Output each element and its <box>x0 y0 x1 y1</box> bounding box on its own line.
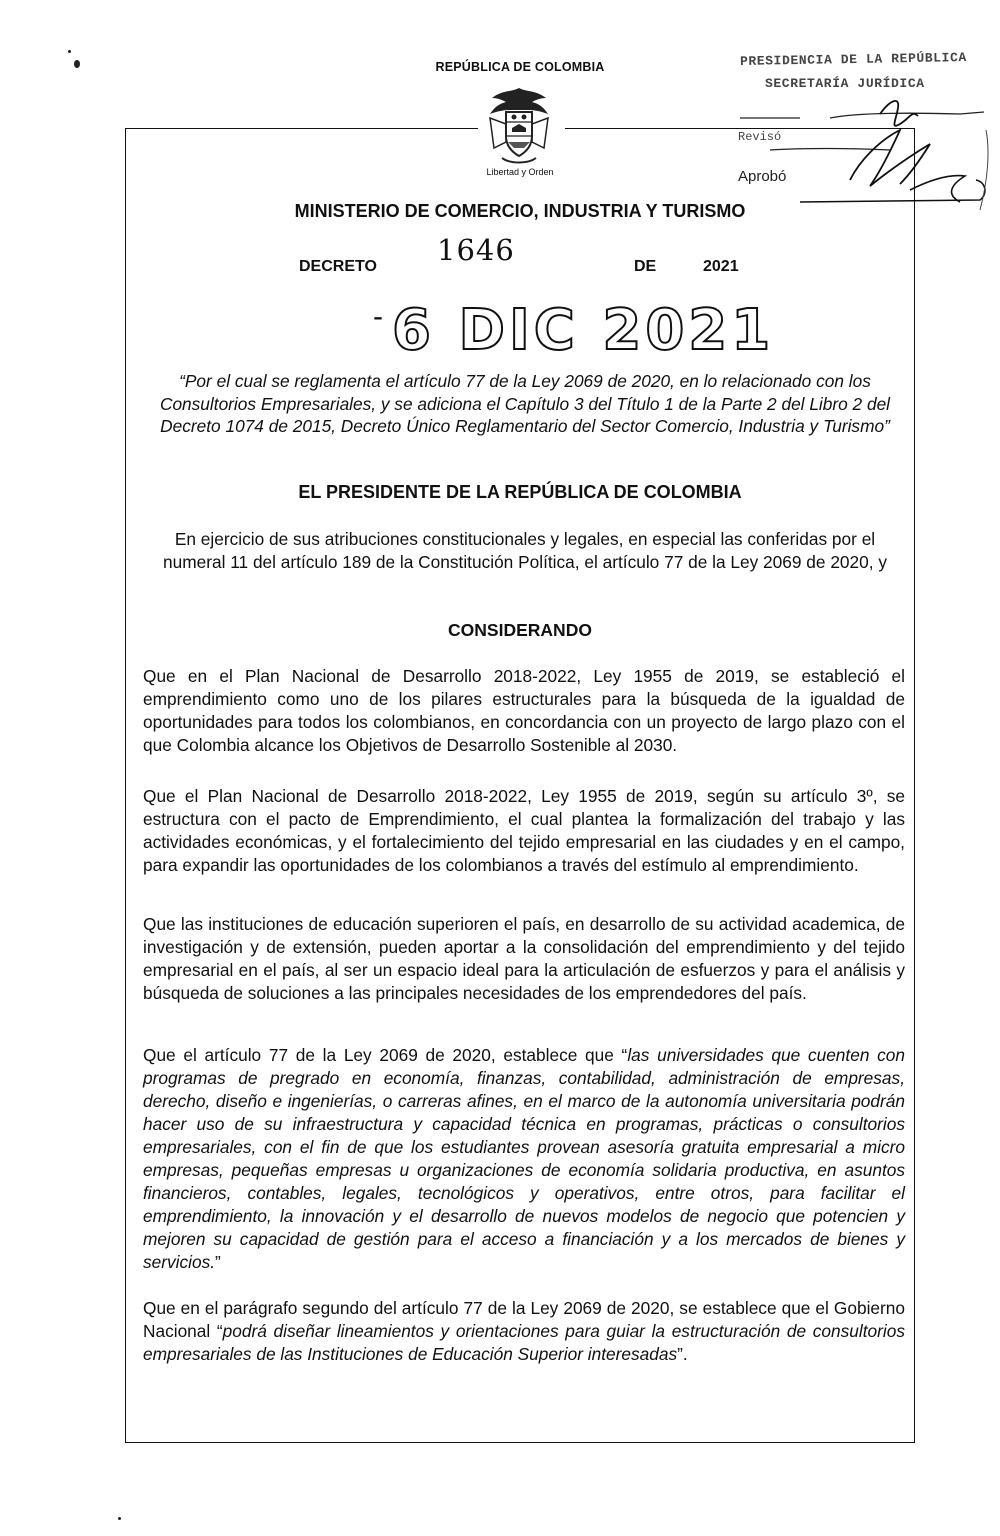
scan-speck <box>68 50 71 53</box>
paragraph-5-intro: Que en el parágrafo segundo del artículo 77 de la Ley 2069 de 2020, se establece que el Gobierno Nacional “ <box>143 1298 905 1341</box>
decree-number: 1646 <box>437 233 515 267</box>
considerando-heading: CONSIDERANDO <box>448 620 592 640</box>
considerando-paragraph-4 <box>143 1044 905 1274</box>
paragraph-4-intro: Que el artículo 77 de la Ley 2069 de 2020, establece que “ <box>143 1045 628 1065</box>
paragraph-5-close: ”. <box>677 1344 688 1364</box>
decree-year: 2021 <box>703 258 739 275</box>
handwritten-signature-icon <box>740 90 990 220</box>
considerando-paragraph-5 <box>143 1297 905 1366</box>
president-heading: EL PRESIDENTE DE LA REPÚBLICA DE COLOMBIA <box>298 482 742 502</box>
decree-label: DECRETO <box>299 258 377 275</box>
considerando-paragraph-1: Que en el Plan Nacional de Desarrollo 2018-2022, Ley 1955 de 2019, se estableció el emprendimiento como uno de los pilares estructurales para la búsqueda de la igualdad de oportunidades para todos los colombianos, en concordancia con un proyecto de largo plazo con el que Colombia alcance los Objetivos de Desarrollo Sostenible al 2030. <box>143 666 905 755</box>
paragraph-4-quote: las universidades que cuenten con programas de pregrado en economía, finanzas, contabilidad, administración de empresas, derecho, diseño e ingenierías, o carreras afines, en el marco de la autonomía universitaria podrán hacer uso de su infraestructura y capacidad técnica en programas, prácticas o consultorios empresariales, con el fin de que los estudiantes provean asesoría gratuita empresarial a micro empresas, pequeñas empresas u organizaciones de economía solidaria productiva, en asuntos financieros, contables, legales, tecnológicos y operativos, entre otros, para facilitar el emprendimiento, la innovación y el desarrollo de nuevos modelos de negocio que potencien y mejoren su capacidad de gestión para el acceso a financiación y a los mercados de bienes y servicios. <box>143 1045 905 1272</box>
scan-speck <box>74 60 80 68</box>
approval-stamp-line3: Revisó <box>738 130 782 144</box>
approval-stamp-line4: Aprobó <box>738 168 787 185</box>
date-stamp: 6 DIC 2021 <box>392 298 775 363</box>
de-label: DE <box>634 258 657 275</box>
republica-heading: REPÚBLICA DE COLOMBIA <box>435 60 605 74</box>
approval-stamp-line2: SECRETARÍA JURÍDICA <box>765 76 925 91</box>
decree-subject: “Por el cual se reglamenta el artículo 77 de la Ley 2069 de 2020, en lo relacionado con los Consultorios Empresariales, y se adiciona el Capítulo 3 del Título 1 de la Parte 2 del Libro 2 del Decreto 1074 de 2015, Decreto Único Reglamentario del Sector Comercio, Industria y Turismo” <box>159 371 891 436</box>
motto-label: Libertad y Orden <box>486 167 554 177</box>
paragraph-5-quote: podrá diseñar lineamientos y orientaciones para guiar la estructuración de consultorios empresariales de las Instituciones de Educación Superior interesadas <box>143 1321 905 1364</box>
considerando-paragraph-3: Que las instituciones de educación superioren el país, en desarrollo de su actividad academica, de investigación y de extensión, pueden aportar a la consolidación del emprendimiento y del tejido empresarial en el país, al ser un espacio ideal para la articulación de esfuerzos y para el análisis y búsqueda de soluciones a las principales necesidades de los emprendedores del país. <box>143 914 905 1003</box>
scan-speck <box>118 1517 121 1520</box>
paragraph-4-close: ” <box>215 1252 221 1272</box>
considerando-paragraph-2: Que el Plan Nacional de Desarrollo 2018-2022, Ley 1955 de 2019, según su artículo 3º, se estructura con el pacto de Emprendimiento, el cual plantea la formalización del trabajo y las actividades económicas, y el fortalecimiento del tejido empresarial en las ciudades y en el campo, para expandir las oportunidades de los colombianos a través del estímulo al emprendimiento. <box>143 786 905 875</box>
ministry-heading: MINISTERIO DE COMERCIO, INDUSTRIA Y TURISMO <box>294 201 746 221</box>
approval-stamp-line1: PRESIDENCIA DE LA REPÚBLICA <box>739 50 967 69</box>
date-stamp-dash: - <box>373 300 383 333</box>
powers-paragraph: En ejercicio de sus atribuciones constitucionales y legales, en especial las conferidas por el numeral 11 del artículo 189 de la Constitución Política, el artículo 77 de la Ley 2069 de 2020, y <box>162 529 888 572</box>
